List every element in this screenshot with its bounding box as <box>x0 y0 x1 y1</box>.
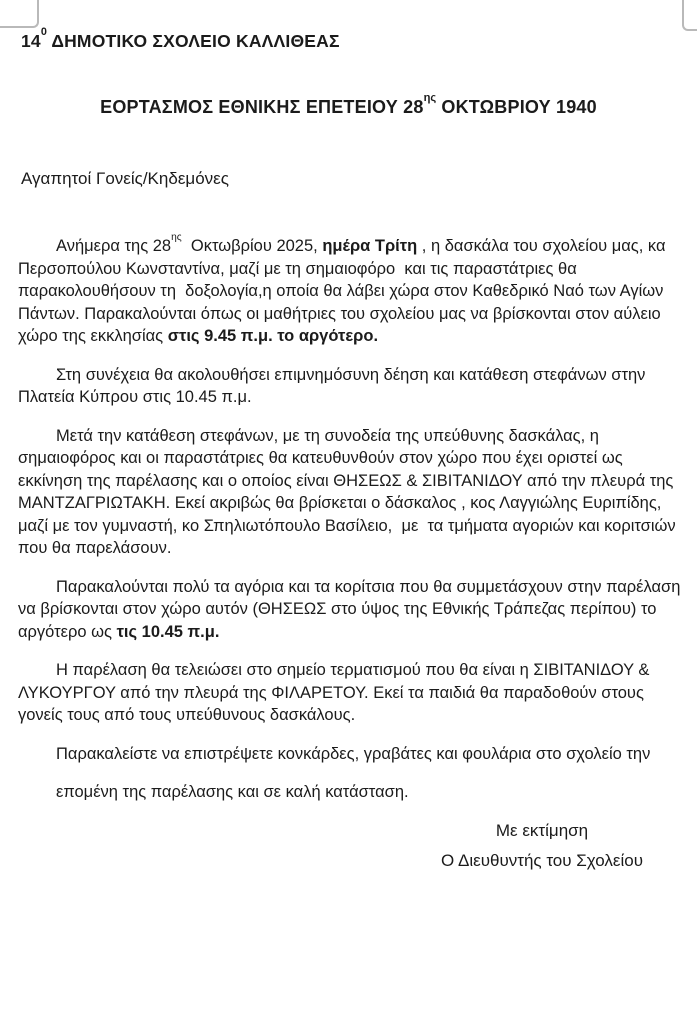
text-run: Οκτωβρίου 2025, <box>181 237 323 255</box>
paragraph-7 <box>18 781 683 804</box>
signature-closing: Με εκτίμηση <box>495 820 589 840</box>
paragraph-5 <box>18 659 683 727</box>
corner-mark-top-right <box>682 0 697 31</box>
text-run: Στη συνέχεια θα ακολουθήσει επιμνημόσυνη δέηση και κατάθεση στεφάνων στην Πλατεία Κύπρου στις 10.45 π.μ. <box>18 365 651 406</box>
corner-mark-top-left <box>0 0 39 28</box>
text-run: Μετά την κατάθεση στεφάνων, με τη συνοδεία της υπεύθυνης δασκάλας, η σημαιοφόρος και οι παραστάτριες θα κατευθυνθούν στον χώρο που έχει οριστεί ως εκκίνηση της παρέλασης και ο οποίος είναι ΘΗΣΕΩΣ & ΣΙΒΙΤΑΝΙΔΟΥ από την πλευρά της ΜΑΝΤΖΑΓΡΙΩΤΑΚΗ. Εκεί ακριβώς θα βρίσκεται ο δάσκαλος , κος Λαγγιώλης Ευριπίδης, μαζί με τον γυμναστή, κο Σπηλιωτόπουλο Βασίλειο, με τα τμήματα αγοριών και κοριτσιών που θα παρελάσουν. <box>18 426 681 557</box>
document-title <box>0 91 697 118</box>
text-run: επομένη της παρέλασης και σε καλή κατάσταση. <box>56 783 409 801</box>
document-title-year: ΟΚΤΩΒΡΙΟΥ 1940 <box>436 97 597 117</box>
paragraph-1 <box>18 231 683 348</box>
paragraph-6 <box>18 743 683 766</box>
signature-signer: Ο Διευθυντής του Σχολείου <box>440 851 643 870</box>
text-run: , η δασκάλα του σχολείου μας, κα Περσοπούλου Κωνσταντίνα, μαζί με τη σημαιοφόρο και τις παραστάτριες θα παρακολουθήσουν τη δοξολογία,η οποία θα λάβει χώρα στον Καθεδρικό Ναό των Αγίων Πάντων. Παρακαλούνται όπως οι μαθήτριες του σχολείου μας να βρίσκονται στον αύλειο χώρο της εκκλησίας <box>18 237 671 345</box>
bold-run: ημέρα Τρίτη <box>322 237 418 255</box>
text-run: Παρακαλούνται πολύ τα αγόρια και τα κορίτσια που θα συμμετάσχουν στην παρέλαση να βρίσκονται στον χώρο αυτόν (ΘΗΣΕΩΣ στο ύψος της Εθνικής Τράπεζας περίπου) το αργότερο ως <box>18 577 685 641</box>
paragraph-2 <box>18 364 683 409</box>
school-name-ordinal-superscript: 0 <box>40 26 47 39</box>
bold-run: στις 9.45 π.μ. το αργότερο. <box>167 327 379 345</box>
body-paragraphs <box>18 231 685 804</box>
document-title-text: ΕΟΡΤΑΣΜΟΣ ΕΘΝΙΚΗΣ ΕΠΕΤΕΙΟΥ 28 <box>100 97 424 117</box>
document-title-superscript: ης <box>423 91 437 104</box>
salutation: Αγαπητοί Γονείς/Κηδεμόνες <box>21 169 229 188</box>
text-run: Η παρέλαση θα τελειώσει στο σημείο τερματισμού που θα είναι η ΣΙΒΙΤΑΝΙΔΟΥ & ΛΥΚΟΥΡΓΟΥ από την πλευρά της ΦΙΛΑΡΕΤΟΥ. Εκεί τα παιδιά θα παραδοθούν στους γονείς τους από τους υπεύθυνους δασκάλους. <box>18 661 654 724</box>
signature-block <box>441 820 643 873</box>
text-run: Παρακαλείστε να επιστρέψετε κονκάρδες, γραβάτες και φουλάρια στο σχολείο την <box>56 744 651 763</box>
text-run: Ανήμερα της 28 <box>56 237 172 255</box>
school-name <box>0 0 697 52</box>
school-name-text: ΔΗΜΟΤΙΚΟ ΣΧΟΛΕΙΟ ΚΑΛΛΙΘΕΑΣ <box>46 31 340 51</box>
paragraph-3 <box>18 425 683 560</box>
paragraph-4 <box>18 576 683 644</box>
school-name-number: 14 <box>21 31 41 51</box>
bold-run: τις 10.45 π.μ. <box>116 622 220 641</box>
superscript: ης <box>171 231 182 243</box>
